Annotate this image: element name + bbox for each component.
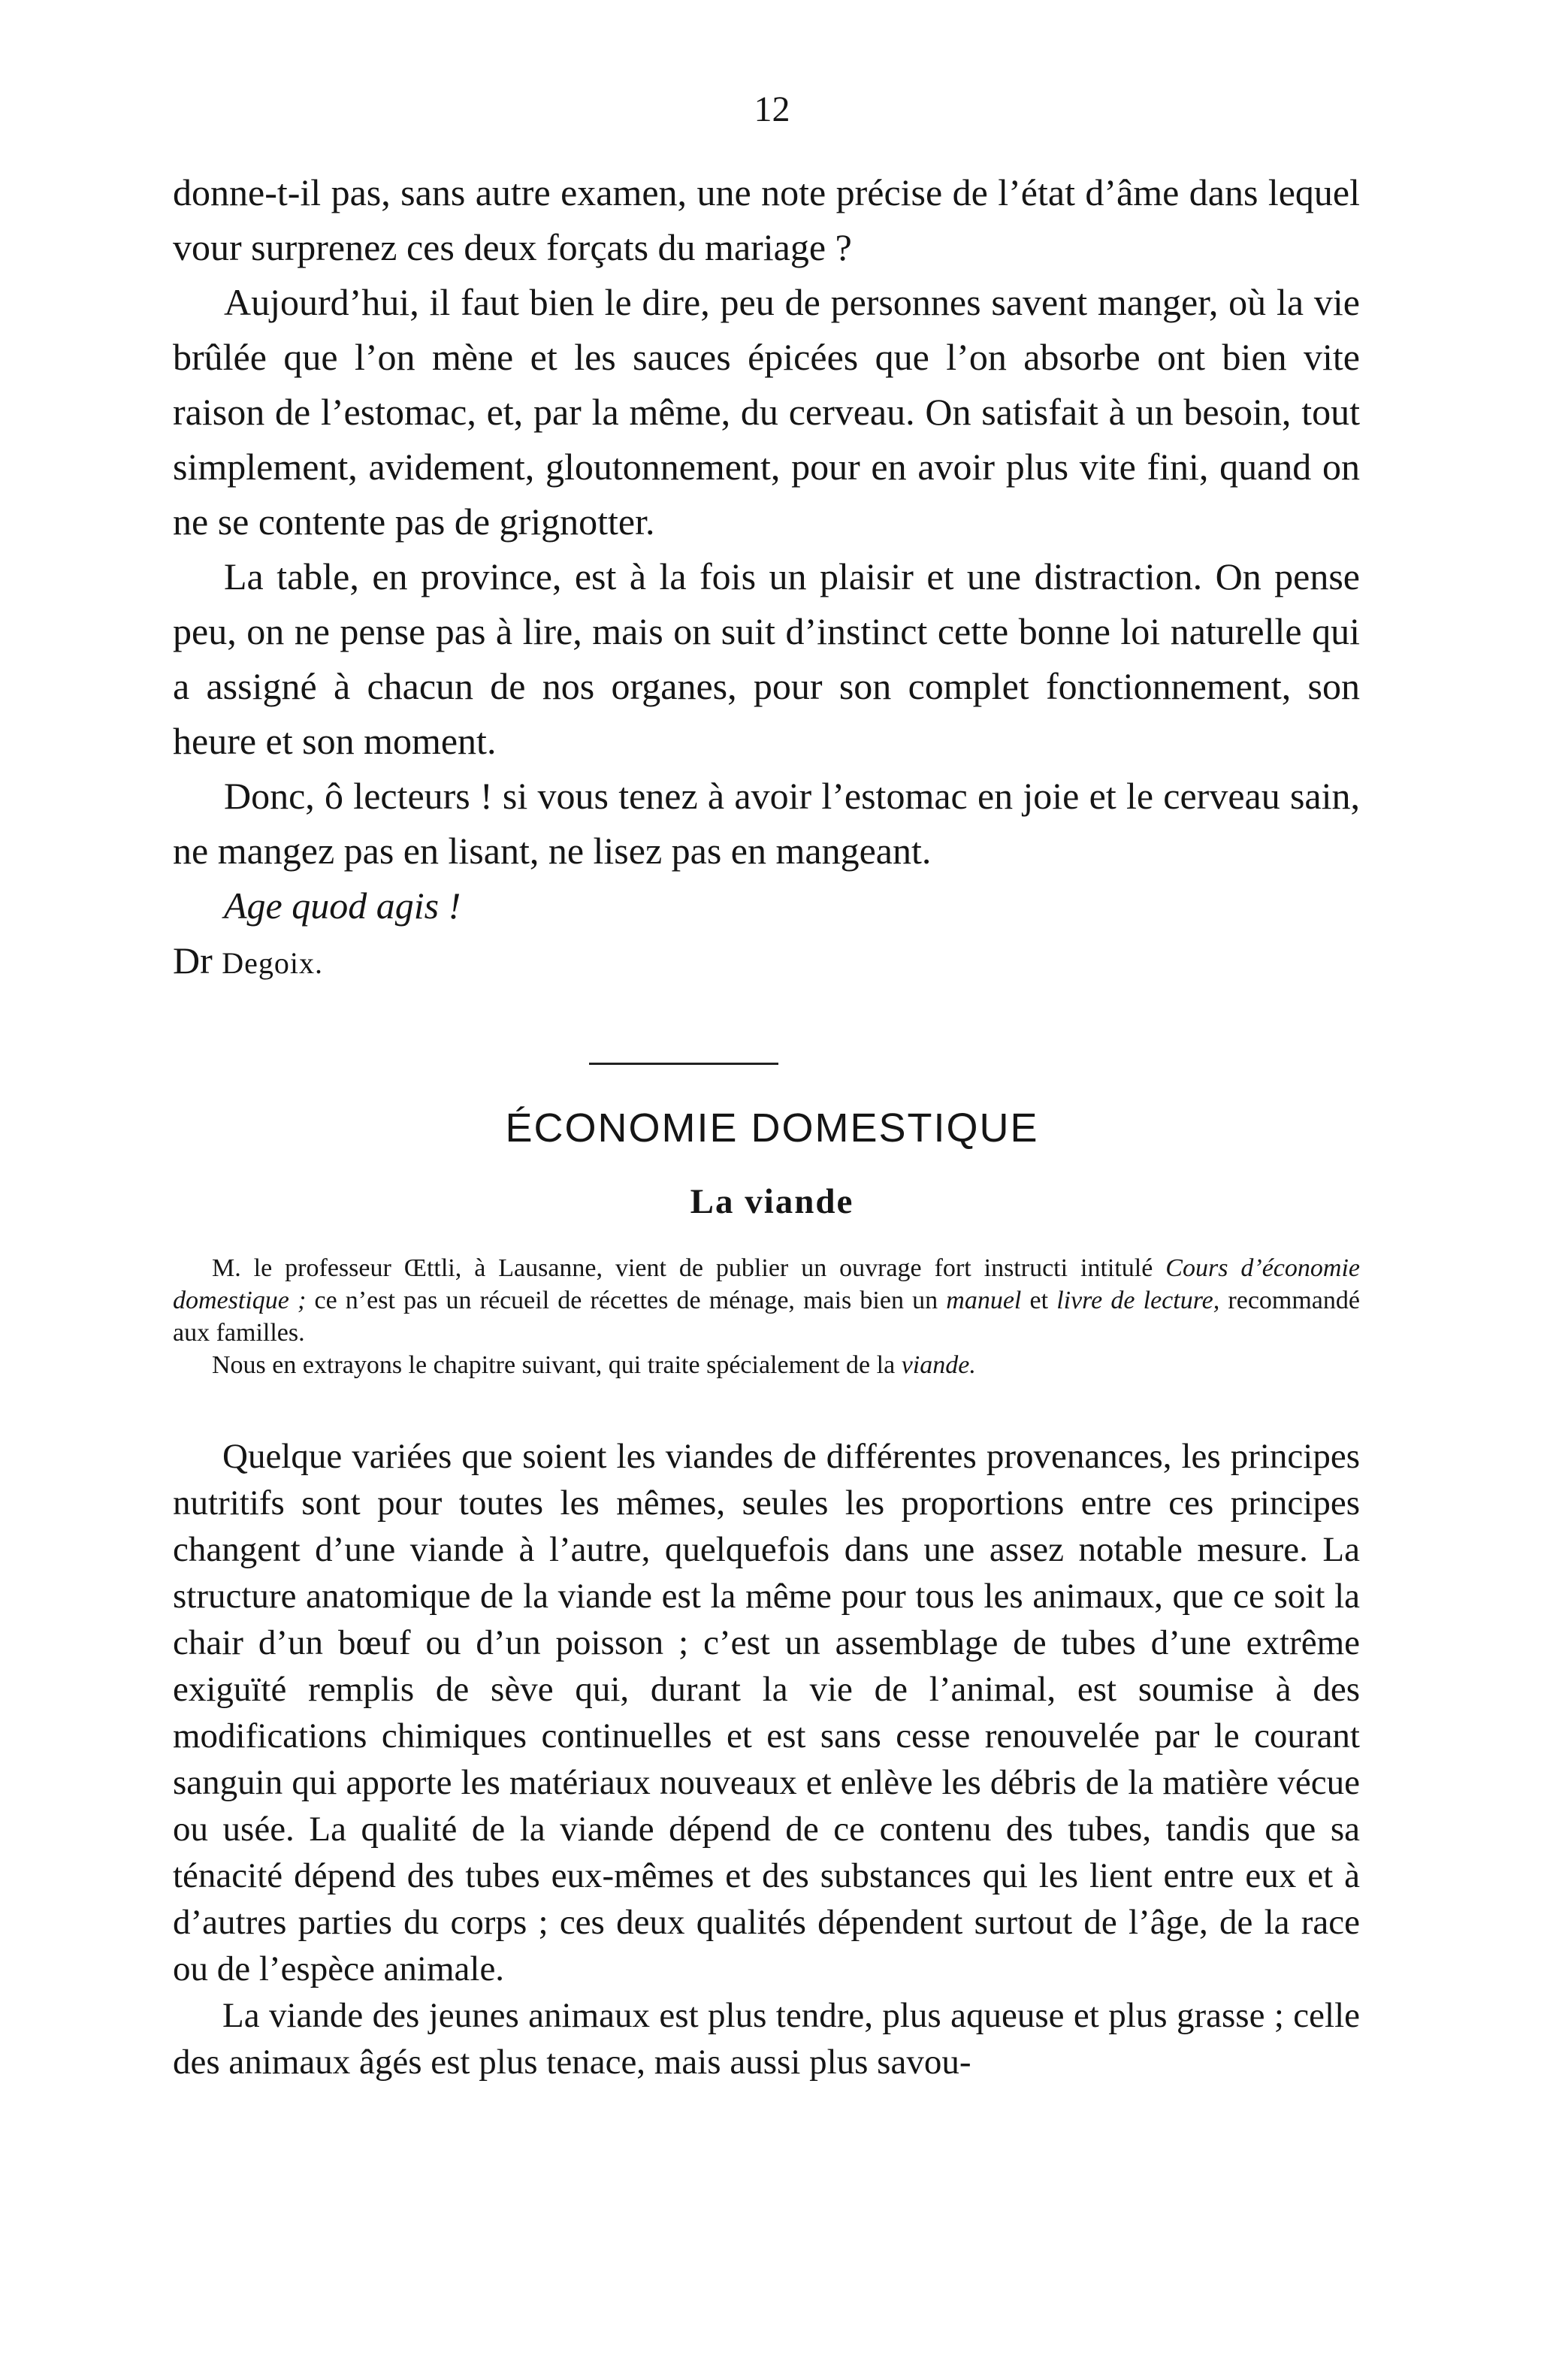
intro-text: recommandé aux familles. xyxy=(173,1287,1360,1347)
paragraph: Quelque variées que soient les viandes de différentes provenances, les principes nutritifs sont pour toutes les mêmes, seules les proportions entre ces principes changent d’une viande à l’autre, quelquefois dans une assez notable mesure. La structure anatomique de la viande est la même pour tous les animaux, que ce soit la chair d’un bœuf ou d’un poisson ; c’est un assemblage de tubes d’une extrême exiguïté remplis de sève qui, durant la vie de l’animal, est soumise à des modifications chimiques continuelles et est sans cesse renouvelée par le courant sanguin qui apporte les matériaux nouveaux et enlève les débris de la matière vécue ou usée. La qualité de la viande dépend de ce contenu des tubes, tandis que sa ténacité dépend des tubes eux-mêmes et des substances qui les lient entre eux et à d’autres parties du corps ; ces deux qualités dépendent surtout de l’âge, de la race ou de l’espèce animale. xyxy=(173,1437,1360,1988)
section-divider xyxy=(589,1063,778,1065)
book-title: Cours d’économie domestique ; xyxy=(173,1254,1360,1314)
signature-name: Degoix. xyxy=(222,946,324,980)
intro-paragraph xyxy=(173,1252,1360,1349)
paragraph: Aujourd’hui, il faut bien le dire, peu de personnes savent manger, où la vie brûlée que l’on mène et les sauces épicées que l’on absorbe ont bien vite raison de l’estomac, et, par la même, du cerveau. On satisfait à un besoin, tout simplement, avidement, gloutonnement, pour en avoir plus vite fini, quand on ne se contente pas de grignotter. xyxy=(173,281,1360,543)
signature-prefix: Dr xyxy=(173,939,222,981)
motto xyxy=(173,879,1360,933)
editor-introduction xyxy=(173,1252,1360,1381)
livre-words: livre de lecture, xyxy=(1056,1287,1220,1314)
intro-text: M. le professeur Œttli, à Lausanne, vient de publier un ouvrage fort instructi intitulé xyxy=(212,1254,1166,1282)
page-number: 12 xyxy=(754,89,790,129)
intro-text: Nous en extrayons le chapitre suivant, qui traite spécialement de la xyxy=(212,1351,902,1379)
paragraph: donne-t-il pas, sans autre examen, une note précise de l’état d’âme dans lequel vour surprenez ces deux forçats du mariage ? xyxy=(173,171,1360,268)
manuel-word: manuel xyxy=(946,1287,1022,1314)
article-title: La viande xyxy=(690,1182,854,1221)
article-body xyxy=(173,1433,1360,2085)
intro-text: ce n’est pas un récueil de récettes de ménage, mais bien un xyxy=(306,1287,947,1314)
intro-paragraph xyxy=(173,1349,1360,1381)
motto-text: Age quod agis ! xyxy=(224,885,461,927)
paragraph: La table, en province, est à la fois un plaisir et une distraction. On pense peu, on ne pense pas à lire, mais on suit d’instinct cette bonne loi naturelle qui a assigné à chacun de nos organes, pour son complet fonctionnement, son heure et son moment. xyxy=(173,555,1360,762)
intro-text: et xyxy=(1021,1287,1057,1314)
paragraph: Donc, ô lecteurs ! si vous tenez à avoir l’estomac en joie et le cerveau sain, ne mangez pas en lisant, ne lisez pas en mangeant. xyxy=(173,775,1360,872)
viande-word: viande. xyxy=(901,1351,976,1379)
essay-conclusion xyxy=(173,165,1360,990)
signature xyxy=(173,933,1360,990)
paragraph: La viande des jeunes animaux est plus tendre, plus aqueuse et plus grasse ; celle des animaux âgés est plus tenace, mais aussi plus savou- xyxy=(173,1996,1360,2082)
section-title: ÉCONOMIE DOMESTIQUE xyxy=(505,1105,1039,1151)
